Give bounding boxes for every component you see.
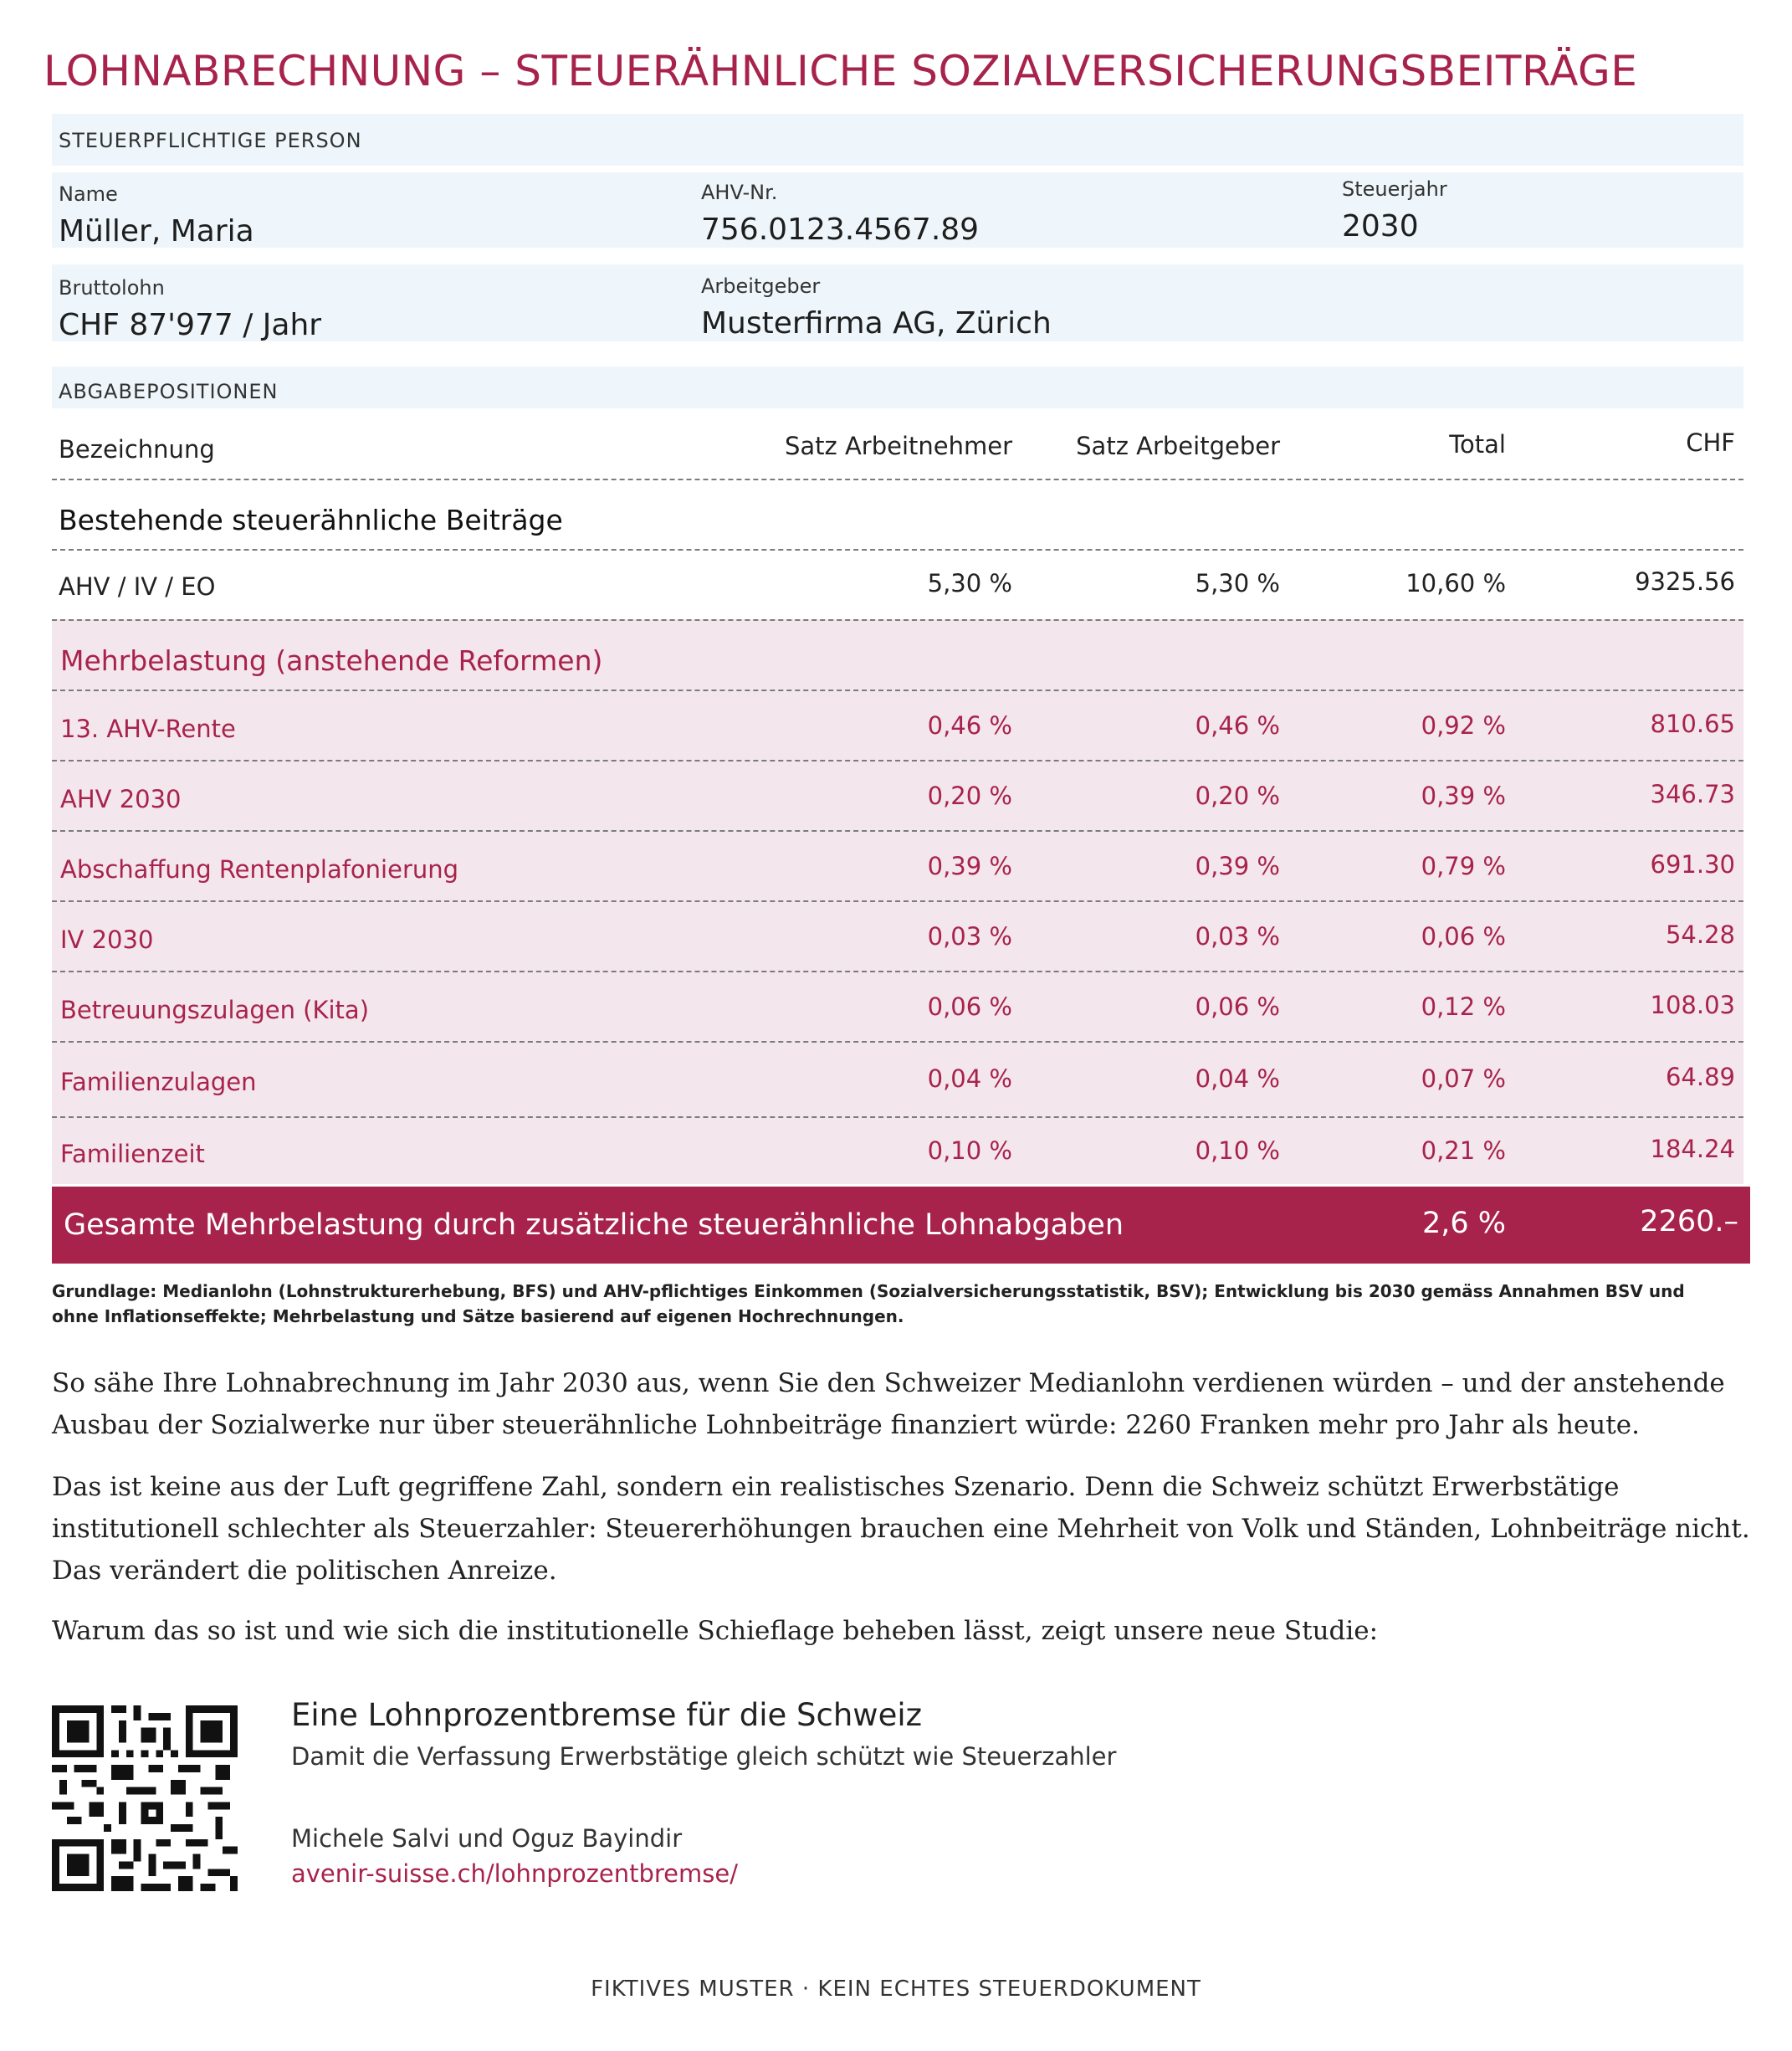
col-header-name: Bezeichnung: [59, 435, 215, 464]
year-label: Steuerjahr: [1342, 177, 1447, 201]
disclaimer: FIKTIVES MUSTER · KEIN ECHTES STEUERDOKUMENT: [591, 1977, 1201, 2002]
row-name: Familienzeit: [60, 1140, 205, 1168]
gross-value: CHF 87'977 / Jahr: [59, 308, 322, 342]
body-paragraph-1: So sähe Ihre Lohnabrechnung im Jahr 2030 aus, wenn Sie den Schweizer Medianlohn verdienen würden – und der anstehende Ausbau der Sozialwerke nur über steuerähnliche Lohnbeiträge finanziert würde: 2260 Franken mehr pro Jahr als heute.: [52, 1368, 1725, 1440]
row-employer-rate: 0,46 %: [1195, 711, 1280, 740]
body-paragraph-3: Warum das so ist und wie sich die institutionelle Schieflage beheben lässt, zeigt unsere neue Studie:: [52, 1616, 1379, 1646]
ahv-label: AHV-Nr.: [701, 181, 778, 204]
row-divider: [52, 830, 1743, 832]
row-employee-rate: 0,10 %: [927, 1136, 1012, 1165]
page-title: LOHNABRECHNUNG – STEUERÄHNLICHE SOZIALVERSICHERUNGSBEITRÄGE: [44, 47, 1638, 95]
body-paragraph-2: Das ist keine aus der Luft gegriffene Zahl, sondern ein realistisches Szenario. Denn die Schweiz schützt Erwerbstätige institutionell schlechter als Steuerzahler: Steuererhöhungen brauchen eine Mehrheit von Volk und Ständen, Lohnbeiträge nicht. Das verändert die politischen Anreize.: [52, 1472, 1750, 1586]
row-total-rate: 0,12 %: [1421, 992, 1506, 1021]
study-title: Eine Lohnprozentbremse für die Schweiz: [291, 1697, 923, 1733]
row-employee-rate: 0,03 %: [927, 922, 1012, 951]
row-name: AHV / IV / EO: [59, 572, 216, 601]
row-divider: [52, 479, 1743, 480]
row-total-rate: 0,39 %: [1421, 782, 1506, 810]
row-chf: 810.65: [1650, 710, 1735, 738]
row-divider: [52, 1041, 1743, 1043]
row-employer-rate: 0,10 %: [1195, 1136, 1280, 1165]
row-divider: [52, 900, 1743, 902]
row-divider: [52, 760, 1743, 761]
row-chf: 9325.56: [1635, 567, 1735, 596]
row-total-rate: 0,79 %: [1421, 852, 1506, 880]
employer-value: Musterfirma AG, Zürich: [701, 306, 1052, 341]
row-total-rate: 10,60 %: [1405, 569, 1506, 597]
row-chf: 108.03: [1650, 991, 1735, 1019]
row-employee-rate: 0,04 %: [927, 1064, 1012, 1093]
row-total-rate: 0,07 %: [1421, 1064, 1506, 1093]
existing-heading: Bestehende steuerähnliche Beiträge: [59, 504, 563, 536]
employer-label: Arbeitgeber: [701, 274, 821, 298]
row-name: Abschaffung Rentenplafonierung: [60, 855, 459, 884]
row-employer-rate: 0,20 %: [1195, 782, 1280, 810]
row-divider: [52, 1116, 1743, 1118]
row-employer-rate: 0,04 %: [1195, 1064, 1280, 1093]
name-label: Name: [59, 182, 118, 206]
band-table-label: [52, 367, 1743, 408]
row-total-rate: 0,06 %: [1421, 922, 1506, 951]
row-divider: [52, 549, 1743, 551]
row-employer-rate: 0,39 %: [1195, 852, 1280, 880]
ahv-value: 756.0123.4567.89: [701, 213, 980, 247]
row-name: 13. AHV-Rente: [60, 715, 236, 743]
row-total-rate: 0,21 %: [1421, 1136, 1506, 1165]
extra-heading: Mehrbelastung (anstehende Reformen): [60, 644, 603, 677]
row-employer-rate: 0,03 %: [1195, 922, 1280, 951]
row-employee-rate: 0,39 %: [927, 852, 1012, 880]
row-chf: 184.24: [1650, 1135, 1735, 1163]
total-row: [52, 1187, 1750, 1264]
total-label: Gesamte Mehrbelastung durch zusätzliche steuerähnliche Lohnabgaben: [64, 1208, 1124, 1242]
row-employee-rate: 0,46 %: [927, 711, 1012, 740]
col-header-employer: Satz Arbeitgeber: [1076, 432, 1280, 460]
row-name: Familienzulagen: [60, 1068, 257, 1096]
row-employee-rate: 0,20 %: [927, 782, 1012, 810]
person-section-label: STEUERPFLICHTIGE PERSON: [59, 129, 362, 152]
row-divider: [52, 971, 1743, 972]
row-chf: 691.30: [1650, 850, 1735, 879]
row-employer-rate: 0,06 %: [1195, 992, 1280, 1021]
year-value: 2030: [1342, 209, 1419, 244]
row-chf: 346.73: [1650, 780, 1735, 808]
col-header-employee: Satz Arbeitnehmer: [784, 432, 1012, 460]
row-total-rate: 0,92 %: [1421, 711, 1506, 740]
name-value: Müller, Maria: [59, 214, 254, 249]
table-section-label: ABGABEPOSITIONEN: [59, 380, 279, 403]
row-name: IV 2030: [60, 926, 154, 954]
row-name: Betreuungszulagen (Kita): [60, 996, 370, 1024]
study-link[interactable]: avenir-suisse.ch/lohnprozentbremse/: [291, 1859, 738, 1888]
total-rate: 2,6 %: [1421, 1207, 1506, 1240]
row-employee-rate: 0,06 %: [927, 992, 1012, 1021]
row-name: AHV 2030: [60, 785, 182, 813]
col-header-chf: CHF: [1686, 428, 1735, 457]
row-divider: [52, 619, 1743, 621]
study-authors: Michele Salvi und Oguz Bayindir: [291, 1824, 683, 1853]
row-chf: 54.28: [1665, 920, 1735, 949]
col-header-total: Total: [1449, 430, 1506, 459]
row-chf: 64.89: [1665, 1063, 1735, 1091]
qr-code-icon[interactable]: [52, 1705, 238, 1891]
row-employer-rate: 5,30 %: [1195, 569, 1280, 597]
row-employee-rate: 5,30 %: [927, 569, 1012, 597]
gross-label: Bruttolohn: [59, 276, 165, 300]
row-divider: [52, 690, 1743, 691]
footnote: Grundlage: Medianlohn (Lohnstrukturerhebung, BFS) und AHV-pflichtiges Einkommen (Sozialversicherungsstatistik, BSV); Entwicklung bis 2030 gemäss Annahmen BSV und ohne Inflationseffekte; Mehrbelastung und Sätze basierend auf eigenen Hochrechnungen.: [52, 1281, 1685, 1326]
total-chf: 2260.–: [1640, 1205, 1738, 1238]
study-subtitle: Damit die Verfassung Erwerbstätige gleich schützt wie Steuerzahler: [291, 1742, 1117, 1771]
